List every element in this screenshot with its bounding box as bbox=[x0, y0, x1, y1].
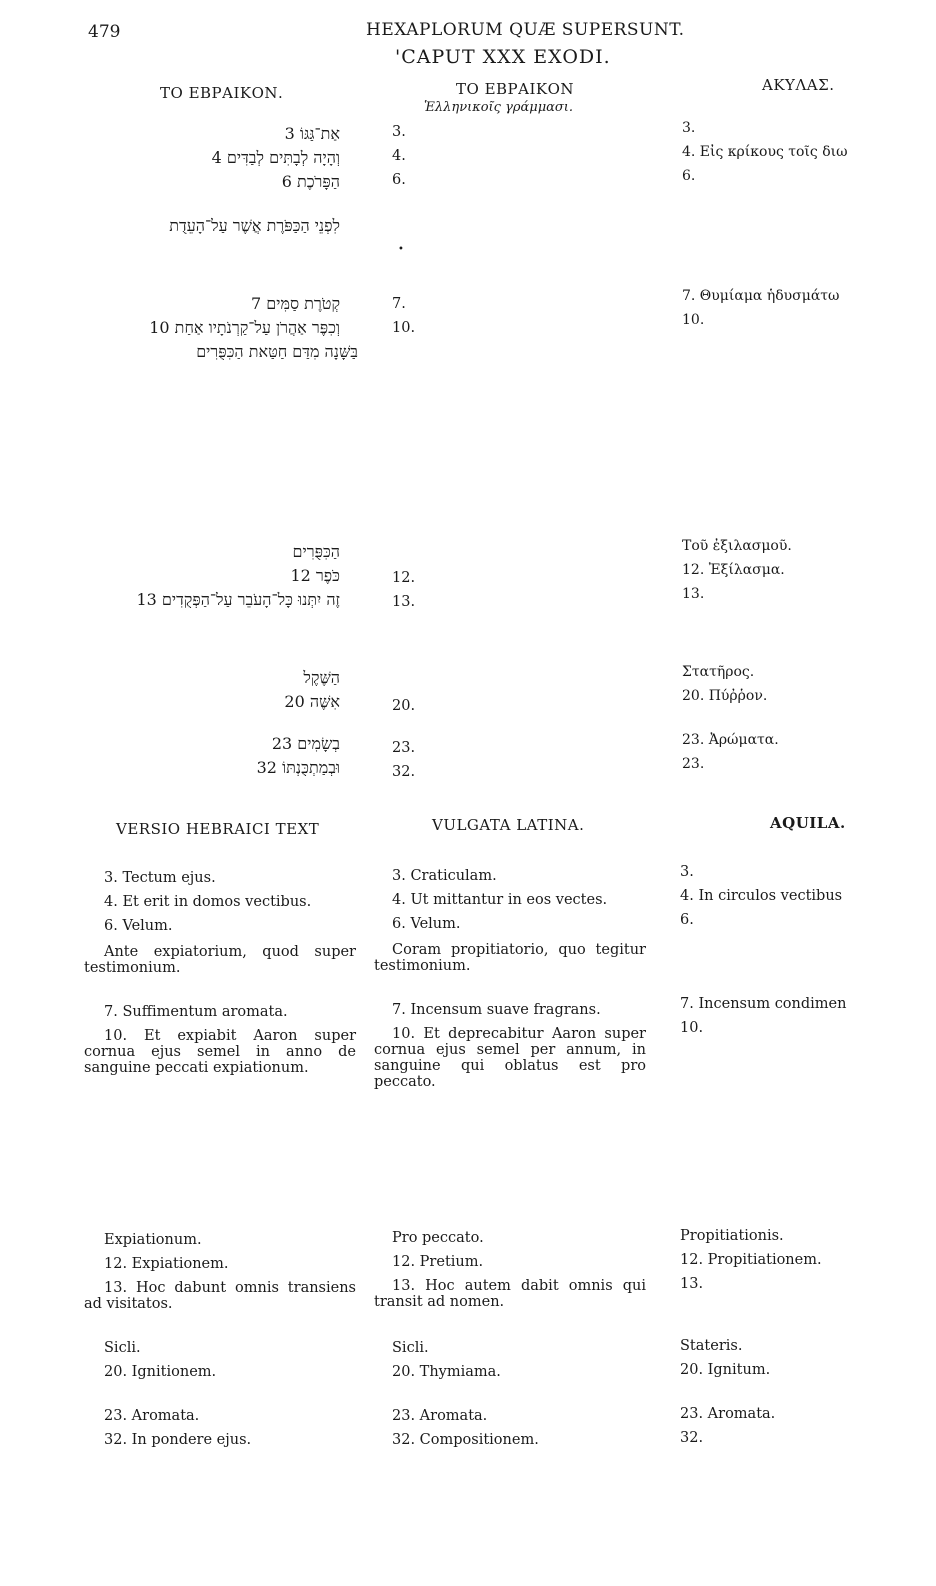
vul-v13: 13. Hoc autem dabit omnis qui transit ad nomen. bbox=[374, 1278, 646, 1310]
vul-v23: 23. Aromata. bbox=[392, 1408, 488, 1424]
heb-v23: בְשָׂמִים 23 bbox=[271, 734, 340, 753]
vul-sicli: Sicli. bbox=[392, 1340, 429, 1356]
lower-col2-title: VULGATA LATINA. bbox=[432, 816, 585, 834]
ver-exp: Expiationum. bbox=[104, 1232, 202, 1248]
page-number: 479 bbox=[88, 22, 121, 42]
aql-v13: 13. bbox=[680, 1276, 704, 1292]
aql-v23: 23. Aromata. bbox=[680, 1406, 776, 1422]
aq-v32: 23. bbox=[682, 756, 705, 772]
col2-v12: 12. bbox=[392, 570, 416, 586]
heb-kip: הַכִּפֻּרִים bbox=[292, 542, 340, 561]
heb-v10a: וְכִפֶּר אַהֲרֹן עַל־קַרְנֹתָיו אַחַת 10 bbox=[149, 318, 340, 337]
upper-col2-title: ΤΟ ΕΒΡΑΙΚΟΝ bbox=[456, 80, 575, 98]
chapter-title: 'CAPUT XXX EXODI. bbox=[395, 46, 611, 68]
vul-v12: 12. Pretium. bbox=[392, 1254, 484, 1270]
col2-v7: 7. bbox=[392, 296, 406, 312]
ver-v3: 3. Tectum ejus. bbox=[104, 870, 216, 886]
vul-v20: 20. Thymiama. bbox=[392, 1364, 501, 1380]
aql-stat: Stateris. bbox=[680, 1338, 743, 1354]
aql-v3: 3. bbox=[680, 864, 694, 880]
col2-v10: 10. bbox=[392, 320, 416, 336]
col2-dot: • bbox=[398, 244, 404, 255]
upper-col3-title: ΑΚΥΛΑΣ. bbox=[762, 76, 835, 94]
aql-v20: 20. Ignitum. bbox=[680, 1362, 771, 1378]
heb-v3: אַת־גַּגּוֹ 3 bbox=[284, 124, 340, 143]
ver-v13: 13. Hoc dabunt omnis transiens ad visitatos. bbox=[84, 1280, 356, 1312]
aql-v32: 32. bbox=[680, 1430, 704, 1446]
col2-v4: 4. bbox=[392, 148, 406, 164]
aq-v7: 7. Θυμίαμα ἡδυσμάτω bbox=[682, 288, 840, 304]
aq-v4: 4. Εἰς κρίκους τοῖς διω bbox=[682, 144, 848, 160]
ver-sicli: Sicli. bbox=[104, 1340, 141, 1356]
ver-v10: 10. Et expiabit Aaron super cornua ejus semel in anno de sanguine peccati expiationum. bbox=[84, 1028, 356, 1076]
upper-col2-subtitle: Ἑλληνικοῖς γράμμασι. bbox=[424, 100, 574, 115]
aq-v3: 3. bbox=[682, 120, 696, 136]
heb-v6b: לִפְנֵי הַכַּפֹּרֶת אֲשֶׁר עַל־הָעֵדֻת bbox=[169, 216, 340, 235]
vul-pro: Pro peccato. bbox=[392, 1230, 484, 1246]
heb-v13: זֶה יִתְּנוּ כָּל־הָעֹבֵר עַל־הַפְּקֻדִים 13 bbox=[136, 590, 340, 609]
heb-v20: אִשֶּׁה 20 bbox=[284, 692, 340, 711]
vul-v4: 4. Ut mittantur in eos vectes. bbox=[392, 892, 608, 908]
vul-v6: 6. Velum. bbox=[392, 916, 461, 932]
aq-v6: 6. bbox=[682, 168, 696, 184]
lower-col3-title: AQUILA. bbox=[770, 814, 846, 832]
heb-v6: הַפָּרֹכֶת 6 bbox=[281, 172, 340, 191]
ver-v32: 32. In pondere ejus. bbox=[104, 1432, 252, 1448]
vul-v3: 3. Craticulam. bbox=[392, 868, 497, 884]
vul-v7: 7. Incensum suave fragrans. bbox=[392, 1002, 601, 1018]
running-head: HEXAPLORUM QUÆ SUPERSUNT. bbox=[366, 20, 685, 40]
heb-v32: וּבְמַתְכֻּנְתּוֹ 32 bbox=[256, 758, 340, 777]
aq-v20: 20. Πύῤῥον. bbox=[682, 688, 768, 704]
heb-v10b: בַּשָּׁנָה מִדַּם חַטַּאת הַכִּפֻּרִים bbox=[196, 342, 358, 361]
col2-v6: 6. bbox=[392, 172, 406, 188]
aq-stat: Στατῆρος. bbox=[682, 664, 755, 680]
ver-v6: 6. Velum. bbox=[104, 918, 173, 934]
vul-v6b: Coram propitiatorio, quo tegitur testimonium. bbox=[374, 942, 646, 974]
heb-v7: קְטֹרֶת סַמִּים 7 bbox=[251, 294, 340, 313]
heb-v4: וְהָיָה לְבָתִּים לְבַדִּים 4 bbox=[211, 148, 340, 167]
vul-v32: 32. Compositionem. bbox=[392, 1432, 539, 1448]
ver-v6b: Ante expiatorium, quod super testimonium. bbox=[84, 944, 356, 976]
upper-col1-title: ΤΟ ΕΒΡΑΙΚΟΝ. bbox=[160, 84, 284, 102]
col2-v32: 32. bbox=[392, 764, 416, 780]
heb-shekel: הַשֶּׁקֶל bbox=[303, 668, 340, 687]
aq-v10: 10. bbox=[682, 312, 705, 328]
aq-exil: Τοῦ ἐξιλασμοῦ. bbox=[682, 538, 792, 554]
aql-v12: 12. Propitiationem. bbox=[680, 1252, 822, 1268]
aql-v4: 4. In circulos vectibus bbox=[680, 888, 843, 904]
col2-v20: 20. bbox=[392, 698, 416, 714]
heb-v12: כֹּפֶר 12 bbox=[290, 566, 340, 585]
aql-v7: 7. Incensum condimen bbox=[680, 996, 847, 1012]
aq-v23: 23. Ἀρώματα. bbox=[682, 732, 779, 748]
ver-v12: 12. Expiationem. bbox=[104, 1256, 229, 1272]
ver-v4: 4. Et erit in domos vectibus. bbox=[104, 894, 312, 910]
ver-v20: 20. Ignitionem. bbox=[104, 1364, 217, 1380]
aq-v13: 13. bbox=[682, 586, 705, 602]
ver-v7: 7. Suffimentum aromata. bbox=[104, 1004, 288, 1020]
aql-v10: 10. bbox=[680, 1020, 704, 1036]
lower-col1-title: VERSIO HEBRAICI TEXT bbox=[116, 820, 320, 838]
col2-v13: 13. bbox=[392, 594, 416, 610]
vul-v10: 10. Et deprecabitur Aaron super cornua ejus semel per annum, in sanguine qui oblatus est pro peccato. bbox=[374, 1026, 646, 1090]
aq-v12: 12. Ἐξίλασμα. bbox=[682, 562, 785, 578]
col2-v23: 23. bbox=[392, 740, 416, 756]
aql-prop: Propitiationis. bbox=[680, 1228, 784, 1244]
ver-v23: 23. Aromata. bbox=[104, 1408, 200, 1424]
col2-v3: 3. bbox=[392, 124, 406, 140]
aql-v6: 6. bbox=[680, 912, 694, 928]
